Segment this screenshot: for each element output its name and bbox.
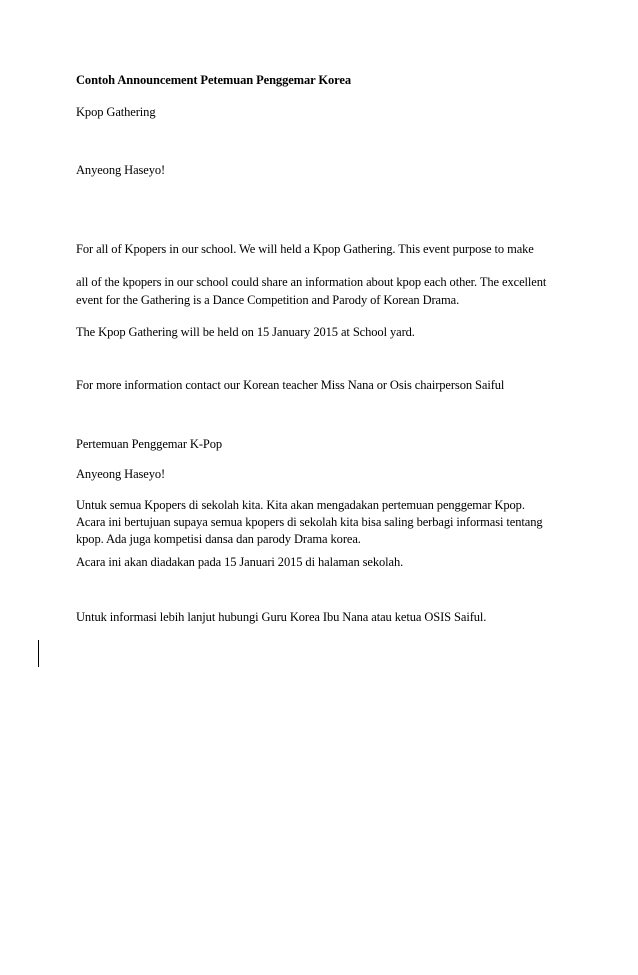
document-title: Contoh Announcement Petemuan Penggemar Korea	[76, 73, 351, 87]
indonesian-contact: Untuk informasi lebih lanjut hubungi Guru Korea Ibu Nana atau ketua OSIS Saiful.	[76, 610, 487, 624]
indonesian-heading: Pertemuan Penggemar K-Pop	[76, 437, 223, 451]
english-paragraph-2-line-1: all of the kpopers in our school could share an information about kpop each other. The excellent	[76, 275, 547, 289]
english-paragraph-1: For all of Kpopers in our school. We will held a Kpop Gathering. This event purpose to make	[76, 242, 534, 256]
indonesian-paragraph-1-line-2: Acara ini bertujuan supaya semua kpopers di sekolah kita bisa saling berbagi informasi tentang	[76, 515, 543, 529]
margin-change-bar	[38, 640, 39, 667]
indonesian-paragraph-1-line-1: Untuk semua Kpopers di sekolah kita. Kita akan mengadakan pertemuan penggemar Kpop.	[76, 498, 525, 512]
english-paragraph-2-line-2: event for the Gathering is a Dance Competition and Parody of Korean Drama.	[76, 293, 460, 307]
indonesian-paragraph-2: Acara ini akan diadakan pada 15 Januari 2015 di halaman sekolah.	[76, 555, 404, 569]
indonesian-paragraph-1-line-3: kpop. Ada juga kompetisi dansa dan parody Drama korea.	[76, 532, 361, 546]
english-contact: For more information contact our Korean teacher Miss Nana or Osis chairperson Saiful	[76, 378, 505, 392]
indonesian-greeting: Anyeong Haseyo!	[76, 467, 166, 481]
english-greeting: Anyeong Haseyo!	[76, 163, 166, 177]
document-subtitle: Kpop Gathering	[76, 105, 156, 119]
english-paragraph-3: The Kpop Gathering will be held on 15 January 2015 at School yard.	[76, 325, 415, 339]
